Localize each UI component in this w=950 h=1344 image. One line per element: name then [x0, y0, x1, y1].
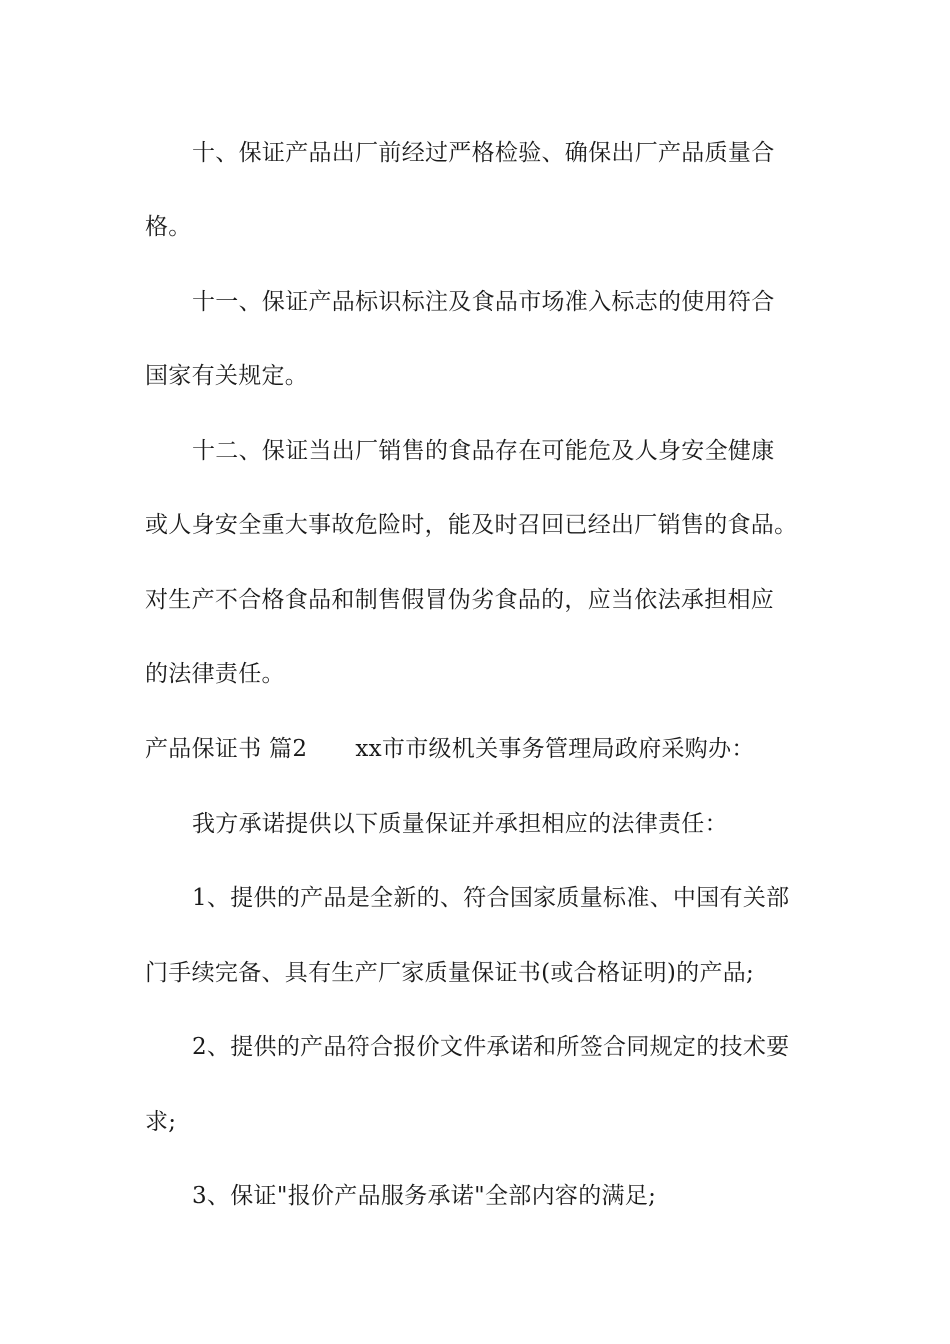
paragraph-line: 格。: [145, 214, 192, 240]
paragraph-line: 1、提供的产品是全新的、符合国家质量标准、中国有关部: [192, 885, 790, 911]
paragraph-line: 我方承诺提供以下质量保证并承担相应的法律责任：: [192, 811, 728, 837]
paragraph-line: 2、提供的产品符合报价文件承诺和所签合同规定的技术要: [192, 1034, 790, 1060]
paragraph-line: 的法律责任。: [145, 661, 285, 687]
paragraph-line: 国家有关规定。: [145, 363, 309, 389]
heading-recipient: xx市市级机关事务管理局政府采购办：: [355, 736, 755, 762]
paragraph-line: 十二、保证当出厂销售的食品存在可能危及人身安全健康: [192, 438, 775, 464]
paragraph-line: 十一、保证产品标识标注及食品市场准入标志的使用符合: [192, 289, 775, 315]
paragraph-line: 对生产不合格食品和制售假冒伪劣食品的，应当依法承担相应: [145, 587, 775, 613]
section-heading: [145, 734, 755, 764]
paragraph-line: 3、保证"报价产品服务承诺"全部内容的满足;: [192, 1183, 657, 1209]
heading-title: 产品保证书: [145, 736, 262, 762]
paragraph-line: 门手续完备、具有生产厂家质量保证书(或合格证明)的产品;: [145, 960, 755, 986]
paragraph-line: 或人身安全重大事故危险时，能及时召回已经出厂销售的食品。: [145, 512, 798, 538]
heading-section: 篇2: [269, 736, 308, 762]
paragraph-line: 十、保证产品出厂前经过严格检验、确保出厂产品质量合: [192, 140, 775, 166]
paragraph-line: 求;: [145, 1109, 177, 1135]
